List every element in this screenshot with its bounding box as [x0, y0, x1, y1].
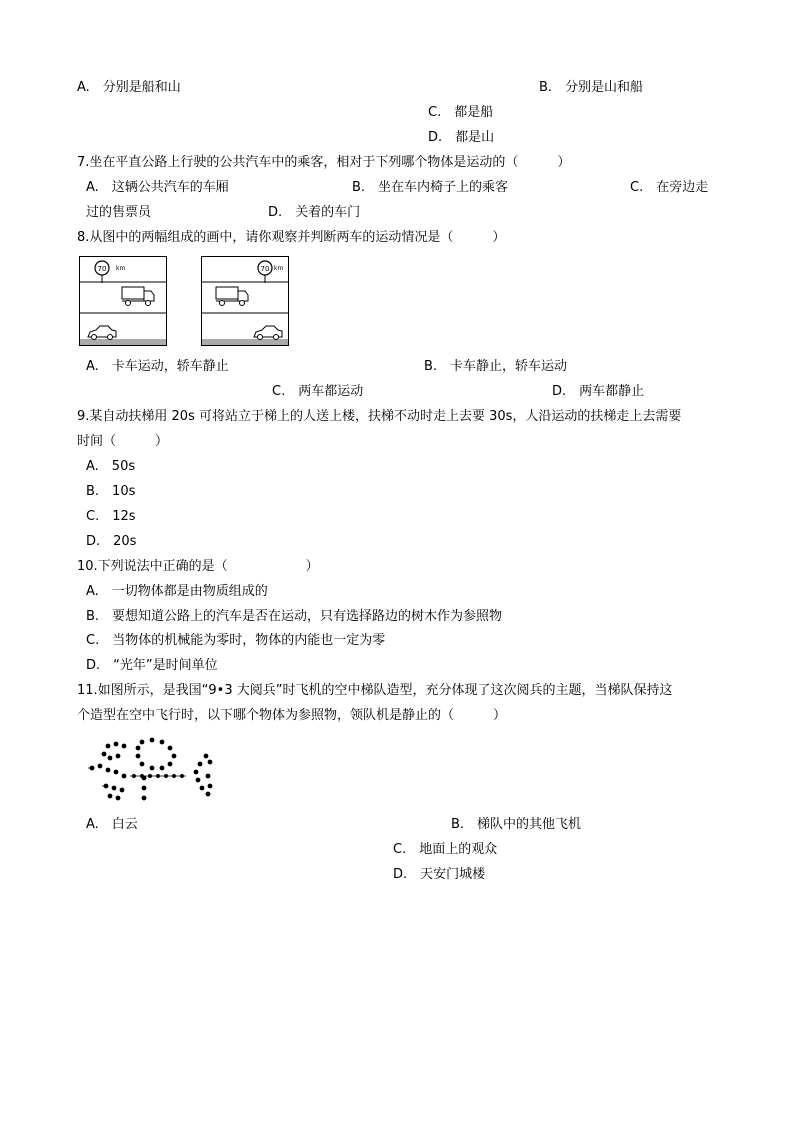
speed-sign-number: 70 — [97, 265, 107, 273]
q11-option-b: B. 梯队中的其他飞机 — [451, 817, 582, 832]
q7-option-c: C. 在旁边走 — [630, 180, 709, 195]
q7-stem: 7.坐在平直公路上行驶的公共汽车中的乘客，相对于下列哪个物体是运动的（ ） — [77, 155, 571, 170]
q7-option-a: A. 这辆公共汽车的车厢 — [86, 180, 229, 195]
q6-option-c: C. 都是船 — [428, 105, 494, 120]
q6-option-a: A. 分别是船和山 — [77, 80, 181, 95]
q10-option-a: A. 一切物体都是由物质组成的 — [86, 584, 268, 599]
q10-option-c: C. 当物体的机械能为零时，物体的内能也一定为零 — [86, 633, 386, 648]
q11-stem-continued: 个造型在空中飞行时，以下哪个物体为参照物，领队机是静止的（ ） — [77, 708, 507, 723]
q8-stem: 8.从图中的两幅组成的画中，请你观察并判断两车的运动情况是（ ） — [77, 230, 506, 245]
speed-sign-unit: km — [274, 265, 284, 272]
q9-option-d: D. 20s — [86, 534, 137, 549]
speed-sign-unit: km — [116, 265, 126, 272]
speed-sign-number: 70 — [260, 265, 270, 273]
q9-stem: 9.某自动扶梯用 20s 可将站立于梯上的人送上楼，扶梯不动时走上去要 30s，人沿运动的扶梯走上去需要 — [77, 409, 682, 424]
q8-figure-left — [79, 256, 167, 346]
q8-option-b: B. 卡车静止，轿车运动 — [424, 359, 568, 374]
q10-stem: 10.下列说法中正确的是（ ） — [77, 559, 319, 574]
q10-option-b: B. 要想知道公路上的汽车是否在运动，只有选择路边的树木作为参照物 — [86, 609, 503, 624]
q9-option-c: C. 12s — [86, 509, 136, 524]
truck-icon — [122, 287, 154, 306]
q7-option-b: B. 坐在车内椅子上的乘客 — [352, 180, 509, 195]
aircraft-formation-icon — [88, 738, 212, 800]
q11-stem: 11.如图所示，是我国“9•3 大阅兵”时飞机的空中梯队造型，充分体现了这次阅兵的主题，当梯队保持这 — [77, 683, 673, 698]
speed-sign-icon — [95, 261, 125, 283]
car-icon — [88, 326, 116, 340]
speed-sign-icon — [258, 261, 283, 283]
q7-option-d: D. 关着的车门 — [268, 205, 361, 220]
q10-option-d: D. “光年”是时间单位 — [86, 658, 218, 673]
q8-option-d: D. 两车都静止 — [552, 384, 645, 399]
q8-option-a: A. 卡车运动，轿车静止 — [86, 359, 229, 374]
q11-option-a: A. 白云 — [86, 817, 138, 832]
q8-figure-right — [201, 256, 289, 346]
q11-option-d: D. 天安门城楼 — [393, 867, 486, 882]
q8-option-c: C. 两车都运动 — [272, 384, 364, 399]
car-icon — [254, 326, 282, 340]
q6-option-b: B. 分别是山和船 — [539, 80, 644, 95]
q6-option-d: D. 都是山 — [428, 130, 495, 145]
q11-option-c: C. 地面上的观众 — [393, 842, 498, 857]
truck-icon — [216, 287, 248, 306]
q9-option-a: A. 50s — [86, 459, 136, 474]
q7-option-c-continued: 过的售票员 — [86, 205, 152, 220]
q11-formation-figure — [86, 736, 216, 806]
q9-option-b: B. 10s — [86, 484, 136, 499]
q9-stem-continued: 时间（ ） — [77, 434, 169, 449]
